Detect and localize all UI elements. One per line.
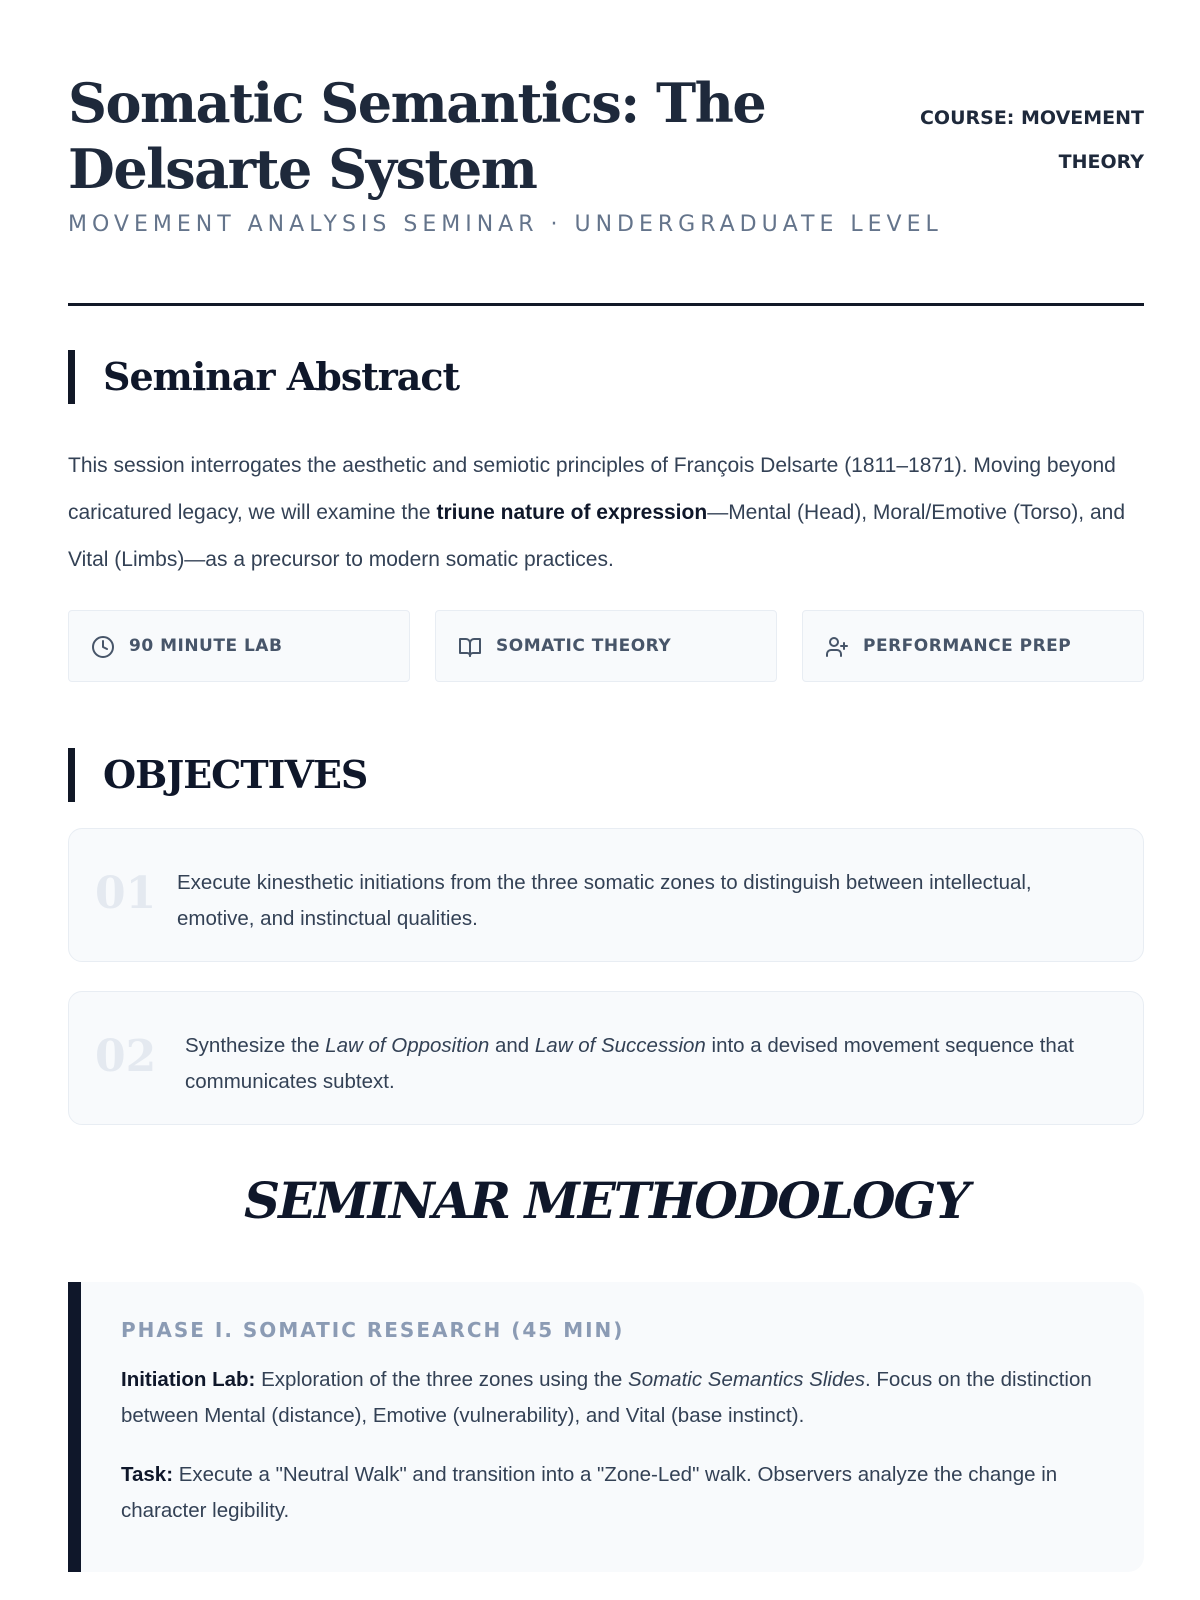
phase-initiation-text-2: . Focus on the distinction between Mental (distance), Emotive (vulnerability), and Vital (base instinct). (121, 1368, 1092, 1427)
objective-number: 02 (95, 1031, 157, 1082)
methodology-heading: SEMINAR METHODOLOGY (244, 1171, 968, 1230)
tag-somatic-theory (435, 610, 777, 682)
abstract-text-part-1: This session interrogates the aesthetic and semiotic principles of François Delsarte (1811–1871). Moving beyond caricatured legacy, we will examine the (68, 454, 1116, 524)
course-label-line-1: COURSE: MOVEMENT (919, 107, 1144, 129)
law-of-opposition: Law of Opposition (325, 1034, 490, 1057)
phase-initiation-label: Initiation Lab: (121, 1368, 256, 1391)
phase-initiation-text-1: Exploration of the three zones using the (255, 1368, 629, 1391)
objective-text-part-2: and (489, 1034, 535, 1057)
objectives-heading: OBJECTIVES (68, 748, 367, 802)
phase-title: PHASE I. SOMATIC RESEARCH (45 MIN) (121, 1318, 625, 1342)
abstract-text (68, 442, 1144, 583)
objective-text (185, 1028, 1107, 1100)
slides-reference: Somatic Semantics Slides (628, 1368, 866, 1391)
objective-text-part-1: Synthesize the (185, 1034, 326, 1057)
page-subtitle: MOVEMENT ANALYSIS SEMINAR · UNDERGRADUATE LEVEL (68, 212, 943, 237)
tag-label: PERFORMANCE PREP (863, 636, 1072, 656)
law-of-succession: Law of Succession (534, 1034, 706, 1057)
tag-performance-prep (802, 610, 1144, 682)
clock-icon (91, 635, 115, 659)
objective-item-2 (68, 991, 1144, 1125)
objective-text-part-3: into a devised movement sequence that communicates subtext. (185, 1034, 1074, 1093)
abstract-text-bold: triune nature of expression (436, 501, 708, 524)
tag-label: 90 MINUTE LAB (129, 636, 283, 656)
phase-task-text: Execute a "Neutral Walk" and transition into a "Zone-Led" walk. Observers analyze the change in character legibility. (121, 1463, 1058, 1522)
page-title: Somatic Semantics: The Delsarte System (68, 71, 766, 201)
page-header (68, 0, 1144, 306)
phase-card (68, 1282, 1144, 1572)
course-label (884, 96, 1144, 184)
abstract-text-part-2: —Mental (Head), Moral/Emotive (Torso), and Vital (Limbs)—as a precursor to modern somatic practices. (68, 501, 1125, 571)
objective-item-1 (68, 828, 1144, 962)
user-plus-icon (825, 635, 849, 659)
phase-task-label: Task: (121, 1463, 174, 1486)
tag-label: SOMATIC THEORY (496, 636, 672, 656)
phase-initiation-lab (121, 1362, 1101, 1434)
objective-number: 01 (95, 868, 157, 919)
objective-text: Execute kinesthetic initiations from the three somatic zones to distinguish between intellectual, emotive, and instinctual qualities. (177, 871, 1032, 930)
course-label-line-2: THEORY (1058, 151, 1144, 173)
tag-row (68, 610, 1144, 682)
book-icon (458, 635, 482, 659)
phase-task (121, 1457, 1101, 1529)
page (68, 0, 1144, 1522)
abstract-heading: Seminar Abstract (68, 350, 459, 404)
tag-lab-duration (68, 610, 410, 682)
